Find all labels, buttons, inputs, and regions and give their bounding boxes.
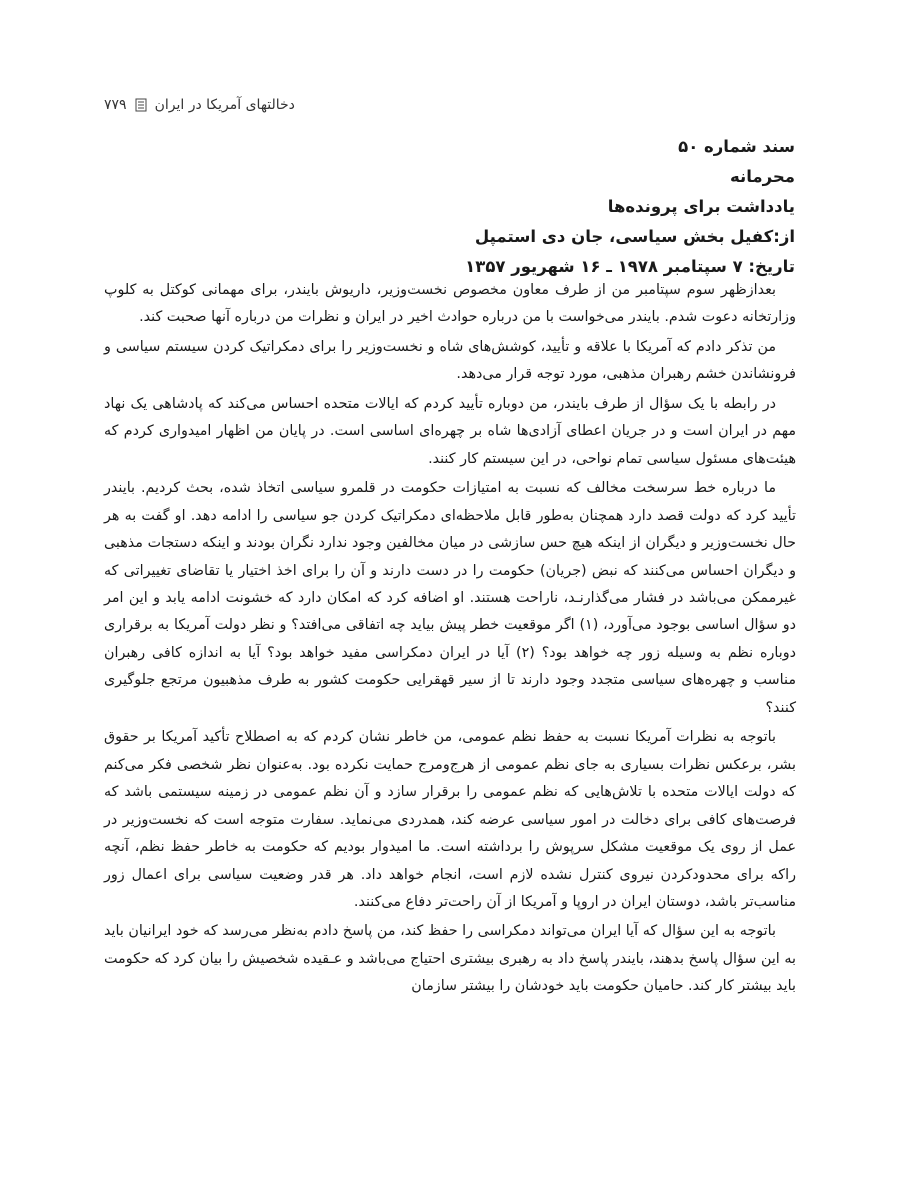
date-line: تاریخ: ۷ سپتامبر ۱۹۷۸ ـ ۱۶ شهریور ۱۳۵۷: [465, 257, 795, 276]
paragraph: ما درباره خط سرسخت مخالف که نسبت به امتیازات حکومت در قلمرو سیاسی اتخاذ شده، بحث کردیم. بایندر تأیید کرد که دولت قصد دارد همچنان به‌طور قابل ملاحظه‌ای دمکراتیک کردن جو سیاسی را ادامه دهد. او گفت به هر حال نخست‌وزیر و دیگران از اینکه هیچ حس سازشی در میان مخالفین وجود ندارد نگران بودند و اینکه دستجات مذهبی و دیگران احساس می‌کنند که نبض (جریان) حکومت را در دست دارند و آن را برای اخذ اختیار یا تقاضای تغییراتی که غیرممکن می‌باشد در فشار می‌گذارنـد، ناراحت هستند. او اضافه کرد که امکان دارد که خشونت ادامه یابد و این امر دو سؤال اساسی بوجود می‌آورد، (۱) اگر موقعیت خطر پیش بیاید چه اتفاقی می‌افتد؟ و نظر دولت آمریکا به برقراری دوباره نظم به وسیله زور چه خواهد بود؟ (۲) آیا در ایران دمکراسی مفید خواهد بود؟ آیا به اندازه کافی رهبران مناسب و چهره‌های سیاسی متجدد وجود دارند تا از سیر قهقرایی حکومت کشور به طرف مذهبیون مرتجع جلوگیری کنند؟: [104, 480, 797, 716]
paragraph: باتوجه به این سؤال که آیا ایران می‌تواند دمکراسی را حفظ کند، من پاسخ دادم به‌نظر می‌رسد که خود ایرانیان باید به این سؤال پاسخ بدهند، بایندر پاسخ داد به رهبری بیشتری احتیاج می‌باشد و عـقیده شخصیش را بیان کرد که حکومت باید بیشتر کار کند. حامیان حکومت باید خودشان را بیشتر سازمان: [104, 923, 796, 995]
classification: محرمانه: [730, 167, 795, 186]
subject-line: یادداشت برای پرونده‌ها: [607, 197, 795, 216]
page-number: ۷۷۹: [104, 97, 127, 113]
paragraph: در رابطه با یک سؤال از طرف بایندر، من دوباره تأیید کردم که ایالات متحده احساس می‌کند که پادشاهی یک نهاد مهم در ایران است و در جریان اعطای آزادی‌ها شاه بر چهره‌ای اساسی است. در پایان من اظهار امیدواری کردم که هیئت‌های مسئول سیاسی تمام نواحی، در این سیستم کار کنند.: [104, 395, 796, 467]
book-icon: [135, 98, 147, 112]
book-title: دخالتهای آمریکا در ایران: [154, 97, 295, 113]
document-number: سند شماره ۵۰: [678, 137, 795, 156]
paragraph: بعدازظهر سوم سپتامبر من از طرف معاون مخصوص نخست‌وزیر، داریوش بایندر، برای مهمانی کوکتل به کلوپ وزارتخانه دعوت شدم. بایندر می‌خواست با من درباره حوادث اخیر در ایران و نظرات من درباره آنها صحبت کند.: [104, 282, 796, 326]
from-line: از:کفیل بخش سیاسی، جان دی استمپل: [474, 227, 795, 246]
paragraph: باتوجه به نظرات آمریکا نسبت به حفظ نظم عمومی، من خاطر نشان کردم که به اصطلاح تأکید آمریکا بر حقوق بشر، برعکس نظرات بسیاری به جای نظم عمومی از هرج‌ومرج حمایت نکرده بود. به‌عنوان نظر شخصی فکر می‌کنم که دولت ایالات متحده با تلاش‌هایی که نظم عمومی را برقرار سازد و آن نظم عمومی در زمینه سیستمی باشد که فرصت‌های کافی برای دخالت در امور سیاسی عرضه کند، همدردی می‌نماید. سفارت متوجه است که نخست‌وزیر در عمل از روی یک موقعیت مشکل سرپوش را برداشته است. ما امیدوار بودیم که حکومت به خاطر حفظ نظم، آنچه راکه برای محدودکردن نیروی کنترل نشده لازم است، انجام خواهد داد. هر قدر وضعیت سیاسی برای اعمال زور مناسب‌تر باشد، دوستان ایران در اروپا و آمریکا از آن راحت‌تر دفاع می‌کنند.: [104, 729, 796, 910]
document-body: [104, 277, 796, 1003]
running-header: [104, 92, 334, 118]
paragraph: من تذکر دادم که آمریکا با علاقه و تأیید، کوشش‌های شاه و نخست‌وزیر را برای دمکراتیک کردن سیستم سیاسی و فرونشاندن خشم رهبران مذهبی، مورد توجه قرار می‌دهد.: [104, 338, 796, 383]
document-heading: [105, 132, 795, 282]
